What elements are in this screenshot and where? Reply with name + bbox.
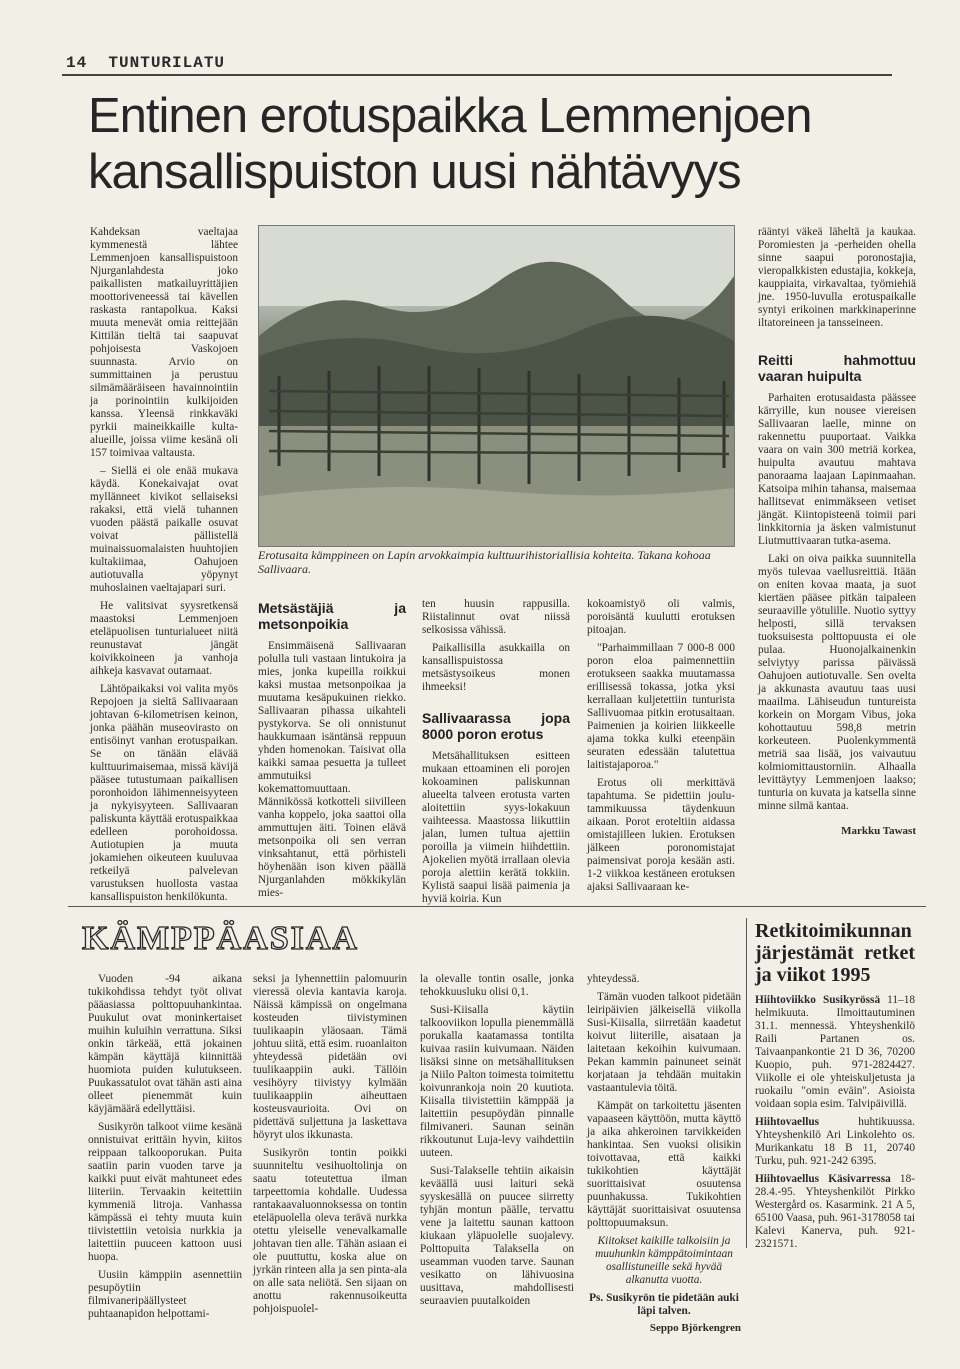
article-headline bbox=[88, 88, 888, 200]
subheading-sallivaarassa: Sallivaarassa jopa 8000 poron erotus bbox=[422, 710, 570, 742]
paragraph: Vuoden -94 aikana tukikohdissa tehdyt työt olivat pääasiassa polttopuuhankintaa. Puukulut ovat moninkertaiset muihin kuluihin verrattuna. Siksi onkin tärkeää, että jokainen kämpän käyttäjä kiinnittää huomiota puiden kulutukseen. Puukassatulot ovat tähän asti aina olleet pienemmät kuin käyjämäärä edellyttäisi. bbox=[88, 973, 242, 1115]
retket-item-text: huhtikuussa. Yhteyshenkilö Ari Linkolehto os. Murikankatu 18 B 11, 20740 Turku, puh. 921-242 6395. bbox=[755, 1116, 915, 1167]
article-column-3 bbox=[422, 598, 570, 906]
paragraph: Susi-Talakselle tehtiin aikaisin keväällä uusi laituri sekä syyskesällä on puucee siirretty tyhjän montun päälle, tervattu vene ja laitettu saunan kattoon kiukaan yläpuolelle suojalevy. Polttopuita Talaksella on useamman vuoden tarve. Saunan vesikatto on lähivuosina uusittava, mahdollisesti seuraavien puutalkoiden bbox=[420, 1165, 574, 1307]
retket-item bbox=[755, 1116, 915, 1168]
article-column-1 bbox=[90, 226, 238, 904]
kamppa-author: Seppo Björkengren bbox=[649, 1322, 741, 1334]
retket-item-label: Hiihtovaellus bbox=[755, 1116, 820, 1128]
paragraph: Tämän vuoden talkoot pidetään leiripäivien jälkeisellä viikolla Susi-Kiisalla, siirretään kaadetut koivut liiterille, aisataan ja laitetaan kekoihin kuivumaan. Pekan kammin painuneet seinät korjataan ja tehdään muitakin vastaantulevia töitä. bbox=[587, 991, 741, 1094]
headline-line-1: Entinen erotuspaikka Lemmenjoen bbox=[88, 89, 812, 143]
paragraph: – Siellä ei ole enää mukava käydä. Konekaivajat ovat myllänneet kivikot sellaiseksi rakaksi, että vielä tuhannen vuoden päästä paikalle osuvat voivat pällistellä muinaissuomalaisten huuhtojien kultakiimaa, Oahujoen autiotuvalla yöpynyt muhoslainen vaeltajapari suri. bbox=[90, 465, 238, 594]
paragraph: Erotus oli merkittävä tapahtuma. Se pidettiin joulu-tammikuussa täydenkuun aikaan. Porot eroteltiin aidassa omistajilleen lukien. Erotuksen jälkeen poronomistajat paimensivat poroja kesään asti. 1-2 viikkoa kestäneen erotuksen ajaksi Sallivaaraan ke- bbox=[587, 777, 735, 893]
publication-name: TUNTURILATU bbox=[108, 54, 226, 72]
kamppa-column-1 bbox=[88, 973, 242, 1321]
paragraph: Susikyrön talkoot viime kesänä onnistuivat erittäin hyvin, kiitos reippaan talkooporukan. Puita saatiin parin vuoden tarve ja kaikki puut eivät mahtuneet edes liiteriin. Tervaakin keitettiin kymmeniä litroja. Vanhassa kämpässä ei tehty muuta kuin tiivistettiin vetoisia nurkkia ja laitettiin puuceen kattoon uusi huopa. bbox=[88, 1121, 242, 1263]
retket-item-text: 18-28.4.-95. Yhteyshenkilöt Pirkko Westergård os. Kasarmink. 21 A 5, 65100 Vaasa, puh. 961-3178058 tai Kalevi Kanerva, puh. 921-2321571. bbox=[755, 1173, 915, 1250]
page-number: 14 bbox=[66, 54, 88, 72]
kamppaasiaa-logo-text: KÄMPPÄASIAA bbox=[82, 920, 359, 957]
photo-caption: Erotusaita kämppineen on Lapin arvokkaimpia kulttuurihistoriallisia kohteita. Takana kohoaa Sallivaara. bbox=[258, 548, 711, 576]
paragraph: yhteydessä. bbox=[587, 973, 640, 985]
page-header-label bbox=[66, 54, 225, 72]
paragraph: Paikallisilla asukkailla on kansallispuistossa metsästysoikeus monen ihmeeksi! bbox=[422, 642, 570, 693]
paragraph: rääntyi väkeä läheltä ja kaukaa. Poromiesten ja -perheiden ohella sinne saapui poronostajia, vieropalkkisten edustajia, kokkeja, kauppiaita, virkavaltaa, työmiehiä jne. 1950-luvulla erotuspaikalle syntyi erikoinen markkinaperinne iltatoreineen ja tansseineen. bbox=[758, 226, 916, 329]
article-column-5 bbox=[758, 226, 916, 838]
article-photo bbox=[258, 225, 735, 547]
paragraph: Ensimmäisenä Sallivaaran polulla tuli vastaan lintukoira ja mies, jonka kupeilla roikkui kaksi mustaa metsonpoikaa ja muutama kesäpukuinen riekko. Sallivaaran pihassa uikahteli pystykorva. Se oli onnistunut haukkumaan isäntänsä reppuun yhden homenokan. Taisivat olla kaikki samaa pesuetta ja tulleet ammutuiksi kokemattomuuttaan. Männikössä kotkotteli siivilleen vanha koppelo, joka saattoi olla ammuttujen äiti. Toinen elävä metsonpoika oli sen verran vinksahtanut, että pörhisteli höyhenään ison kiven päällä Njurganlahden mökkikylän mies- bbox=[258, 640, 406, 899]
paragraph: la olevalle tontin osalle, jonka tehokkuusluku olisi 0,1. bbox=[420, 973, 574, 998]
paragraph: Kahdeksan vaeltajaa kymmenestä lähtee Lemmenjoen kansallispuistoon Njurganlahdesta joko paikallisten matkailuyrittäjien moottoriveneessä tai kävellen raskasta rantapolkua. Kaksi muuta menevät omia reittejään Kittilän tieltä tai saapuvat pohjoisesta Vaskojoen suunnasta. Arvio on summittainen ja perustuu silmämääräiseen havainnointiin ja porinointiin kulkijoiden kanssa. Yleensä rinkkaväki pyrkii maineikkaille kulta-alueille, joissa viime kesänä oli 157 toimivaa valtausta. bbox=[90, 226, 238, 459]
subheading-reitti: Reitti hahmottuu vaaran huipulta bbox=[758, 352, 916, 384]
paragraph: Uusiin kämppiin asennettiin pesupöytiin filmivaneripäällysteet puhtaanapidon helpottami- bbox=[88, 1269, 242, 1320]
headline-line-2: kansallispuiston uusi nähtävyys bbox=[88, 145, 741, 199]
article-column-4 bbox=[587, 598, 735, 894]
retket-item-label: Hiihtovaellus Käsivarressa bbox=[755, 1173, 891, 1185]
paragraph: seksi ja lyhennettiin palomuurin vieressä olevia kantavia karoja. Näissä kämpissä on ongelmana kosteuden tiivistyminen tuulikaapin yläosaan. Tämä johtuu siitä, että esim. ruoanlaiton yhteydessä pidetään ovi tuulikaappiin auki. Tällöin vesihöyry tiivistyy kylmään tuulikaappiin aiheuttaen kosteusvaurioita. Ovi on pidettävä suljettuna ja laskettava höyryt ulos ikkunasta. bbox=[253, 973, 407, 1141]
retket-item-text: 11–18 helmikuuta. Ilmoittautuminen 31.1. mennessä. Yhteyshenkilö Raili Partanen os. Taivaanpankontie 21 D 36, 70200 Kuopio, puh. 971-2824427. Viikolle ei ole yhteiskuljetusta ja ruokailu "omin eväin". Asioista voidaan sopia esim. Talvipäivillä. bbox=[755, 994, 915, 1110]
retket-item bbox=[755, 1173, 915, 1251]
road-note: Ps. Susikyrön tie pidetään auki läpi talven. bbox=[589, 1292, 739, 1317]
thanks-note: Kiitokset kaikille talkoisiin ja muuhunkin kämppätoimintaan osallistuneille sekä hyvää alkanutta vuotta. bbox=[595, 1235, 733, 1286]
paragraph: Parhaiten erotusaidasta päässee kärryille, kun nousee viereisen Sallivaaran laelle, minne on rakennettu puuportaat. Vaikka vaara on vain 300 metriä korkea, huipulta avautuu mahtava panoraama laajaan Lapinmaahan. Katsoipa mihin tahansa, maisemaa hallitsevat enimmäkseen vetiset jängät. Kiintopisteenä toimii pari linkkitornia ja äsken valmistunut Liutmuttivaaran tutka-asema. bbox=[758, 392, 916, 547]
retket-box bbox=[755, 920, 915, 1251]
paragraph: Lähtöpaikaksi voi valita myös Repojoen ja sieltä Sallivaaraan johtavan 6-kilometrisen keinon, jonka päähän museovirasto on entisöinyt vanhan erotuspaikan. Se on tänään elävää kulttuurimaisemaa, missä kävijä pääsee tutustumaan paikallisen poronhoidon lähimenneisyyteen ja nykyisyyteen. Sallivaaran paliskunta käyttää erotuspaikkaa edelleen porohoidossa. Autiotupien ja muuta jokamiehen oikeuteen kuuluvaa retkeilyä palvelevan varustuksen huollosta vastaa kansallispuiston henkilökunta. bbox=[90, 683, 238, 903]
kamppa-column-2 bbox=[253, 973, 407, 1316]
section-divider bbox=[68, 906, 926, 907]
paragraph: Metsähallituksen esitteen mukaan ettoaminen eli porojen kokoaminen paliskunnan alueelta talveen erotusta varten aloitettiin syys-lokakuun vaihteessa. Maastossa liikuttiin jalan, lumen tultua ajettiin poroilla ja viimein hiihdettiin. Ajokelien myötä irrallaan olevia poroja alettiin kerätä tokkiin. Kylistä saapui lisää paimenia ja hyviä koiria. Kun bbox=[422, 750, 570, 905]
paragraph: ten huusin rappusilla. Riistalinnut ovat niissä selkosissa vähissä. bbox=[422, 598, 570, 636]
paragraph: Susikyrön tontin poikki suunniteltu vesihuoltolinja on saatu toteutettua ilman tarpeettomia kohdalle. Uudessa rantakaavaluonnoksessa on tontin eteläpuolella oleva terävä nurkka otettu yleiselle venevalkamalle johtavan tien alle. Tähän asiaan ei ole puuttuttu, koska alue on jyrkän rinteen alla ja sen pinta-ala on alle sata neliötä. Sen sijaan on anottu rakennusoikeutta pohjoispuolel- bbox=[253, 1147, 407, 1315]
kamppaasiaa-logo bbox=[82, 918, 412, 960]
reindeer-corral-photo bbox=[259, 226, 734, 546]
subheading-metsastajia: Metsästäjiä ja metsonpoikia bbox=[258, 600, 406, 632]
paragraph: He valitsivat syysretkensä maastoksi Lemmenjoen eteläpuolisen tunturialueet niitä reunustavat jängät koivikkoineen ja vanhoja aihkeja kasvavat outamaat. bbox=[90, 600, 238, 677]
article-author: Markku Tawast bbox=[841, 825, 916, 837]
paragraph: Susi-Kiisalla käytiin talkooviikon lopulla pienemmällä porukalla kaatamassa tontilta kuivaa rasiin kuivumaan. Näiden lisäksi sinne on metsähallituksen ja Niilo Palton toimesta toimitettu koivunrankoja noin 20 kuutiota. Kiisalla tiivistettiin kämppää ja laitettiin pesupöydän pinnalle filmivaneri. Saunan seinän rikkoutunut Luja-levy vaihdettiin uuteen. bbox=[420, 1004, 574, 1159]
paragraph: Kämpät on tarkoitettu jäsenten vapaaseen käyttöön, mutta käyttö ja aika ahkeroinen tarvikkeiden hankintaa. Sen vuoksi olisikin toivottavaa, että kaikki tukikohtien käyttäjät suorittaisivat osuutensa puunhakussa. Tukikohtien käyttäjät suorittaisivat osuutensa polttopuumaksun. bbox=[587, 1100, 741, 1229]
article-column-2 bbox=[258, 600, 406, 900]
retket-item bbox=[755, 994, 915, 1111]
box-divider bbox=[746, 918, 747, 1248]
retket-title: Retkitoimikunnan järjestämät retket ja viikot 1995 bbox=[755, 920, 915, 986]
kamppa-column-4 bbox=[587, 973, 741, 1335]
paragraph: Laki on oiva paikka suunnitella myös tulevaa vaellusreittiä. Itään on eniten kovaa maata, ja suot kiertäen pääsee pitkän taipaleen seuraaville yötulille. Nuotio syttyy helposti, sillä tervaksen tuoksuisesta polttopuusta ei ole pulaa. Huonojalkainenkin selviytyy parissa päivässä Oahujoen autiotuvalle. Sen ovelta ja akkunasta avautuu taas uusi maailma. Lähiseudun tuntureista korkein on Morgam Vibus, joka kohottautuu 598,8 metrin korkeuteen. Puolenkymmentä metriä saa lisää, jos vaivautuu kolmiomittaustorniin. Alhaalla levittäytyy Lemmenjoen laakso; tunturia on kuvata ja katsella sinne minne silmä kantaa. bbox=[758, 553, 916, 812]
page-header bbox=[62, 48, 892, 76]
kamppa-column-3 bbox=[420, 973, 574, 1308]
paragraph: "Parhaimmillaan 7 000-8 000 poron eloa paimennettiin erotukseen saakka muutamassa erillisessä tokassa, jotka yksi kerrallaan kuljetettiin tunturista Sallivuomaa pitkin erotusaitaan. Paimenien ja koirien liikkeelle ajama tokka kulki eteenpäin seuraten edessään talutettua laitistajaporoa." bbox=[587, 642, 735, 771]
retket-item-label: Hiihtoviikko Susikyrössä bbox=[755, 994, 881, 1006]
paragraph: kokoamistyö oli valmis, poroisäntä kuulutti erotuksen pitoajan. bbox=[587, 598, 735, 636]
